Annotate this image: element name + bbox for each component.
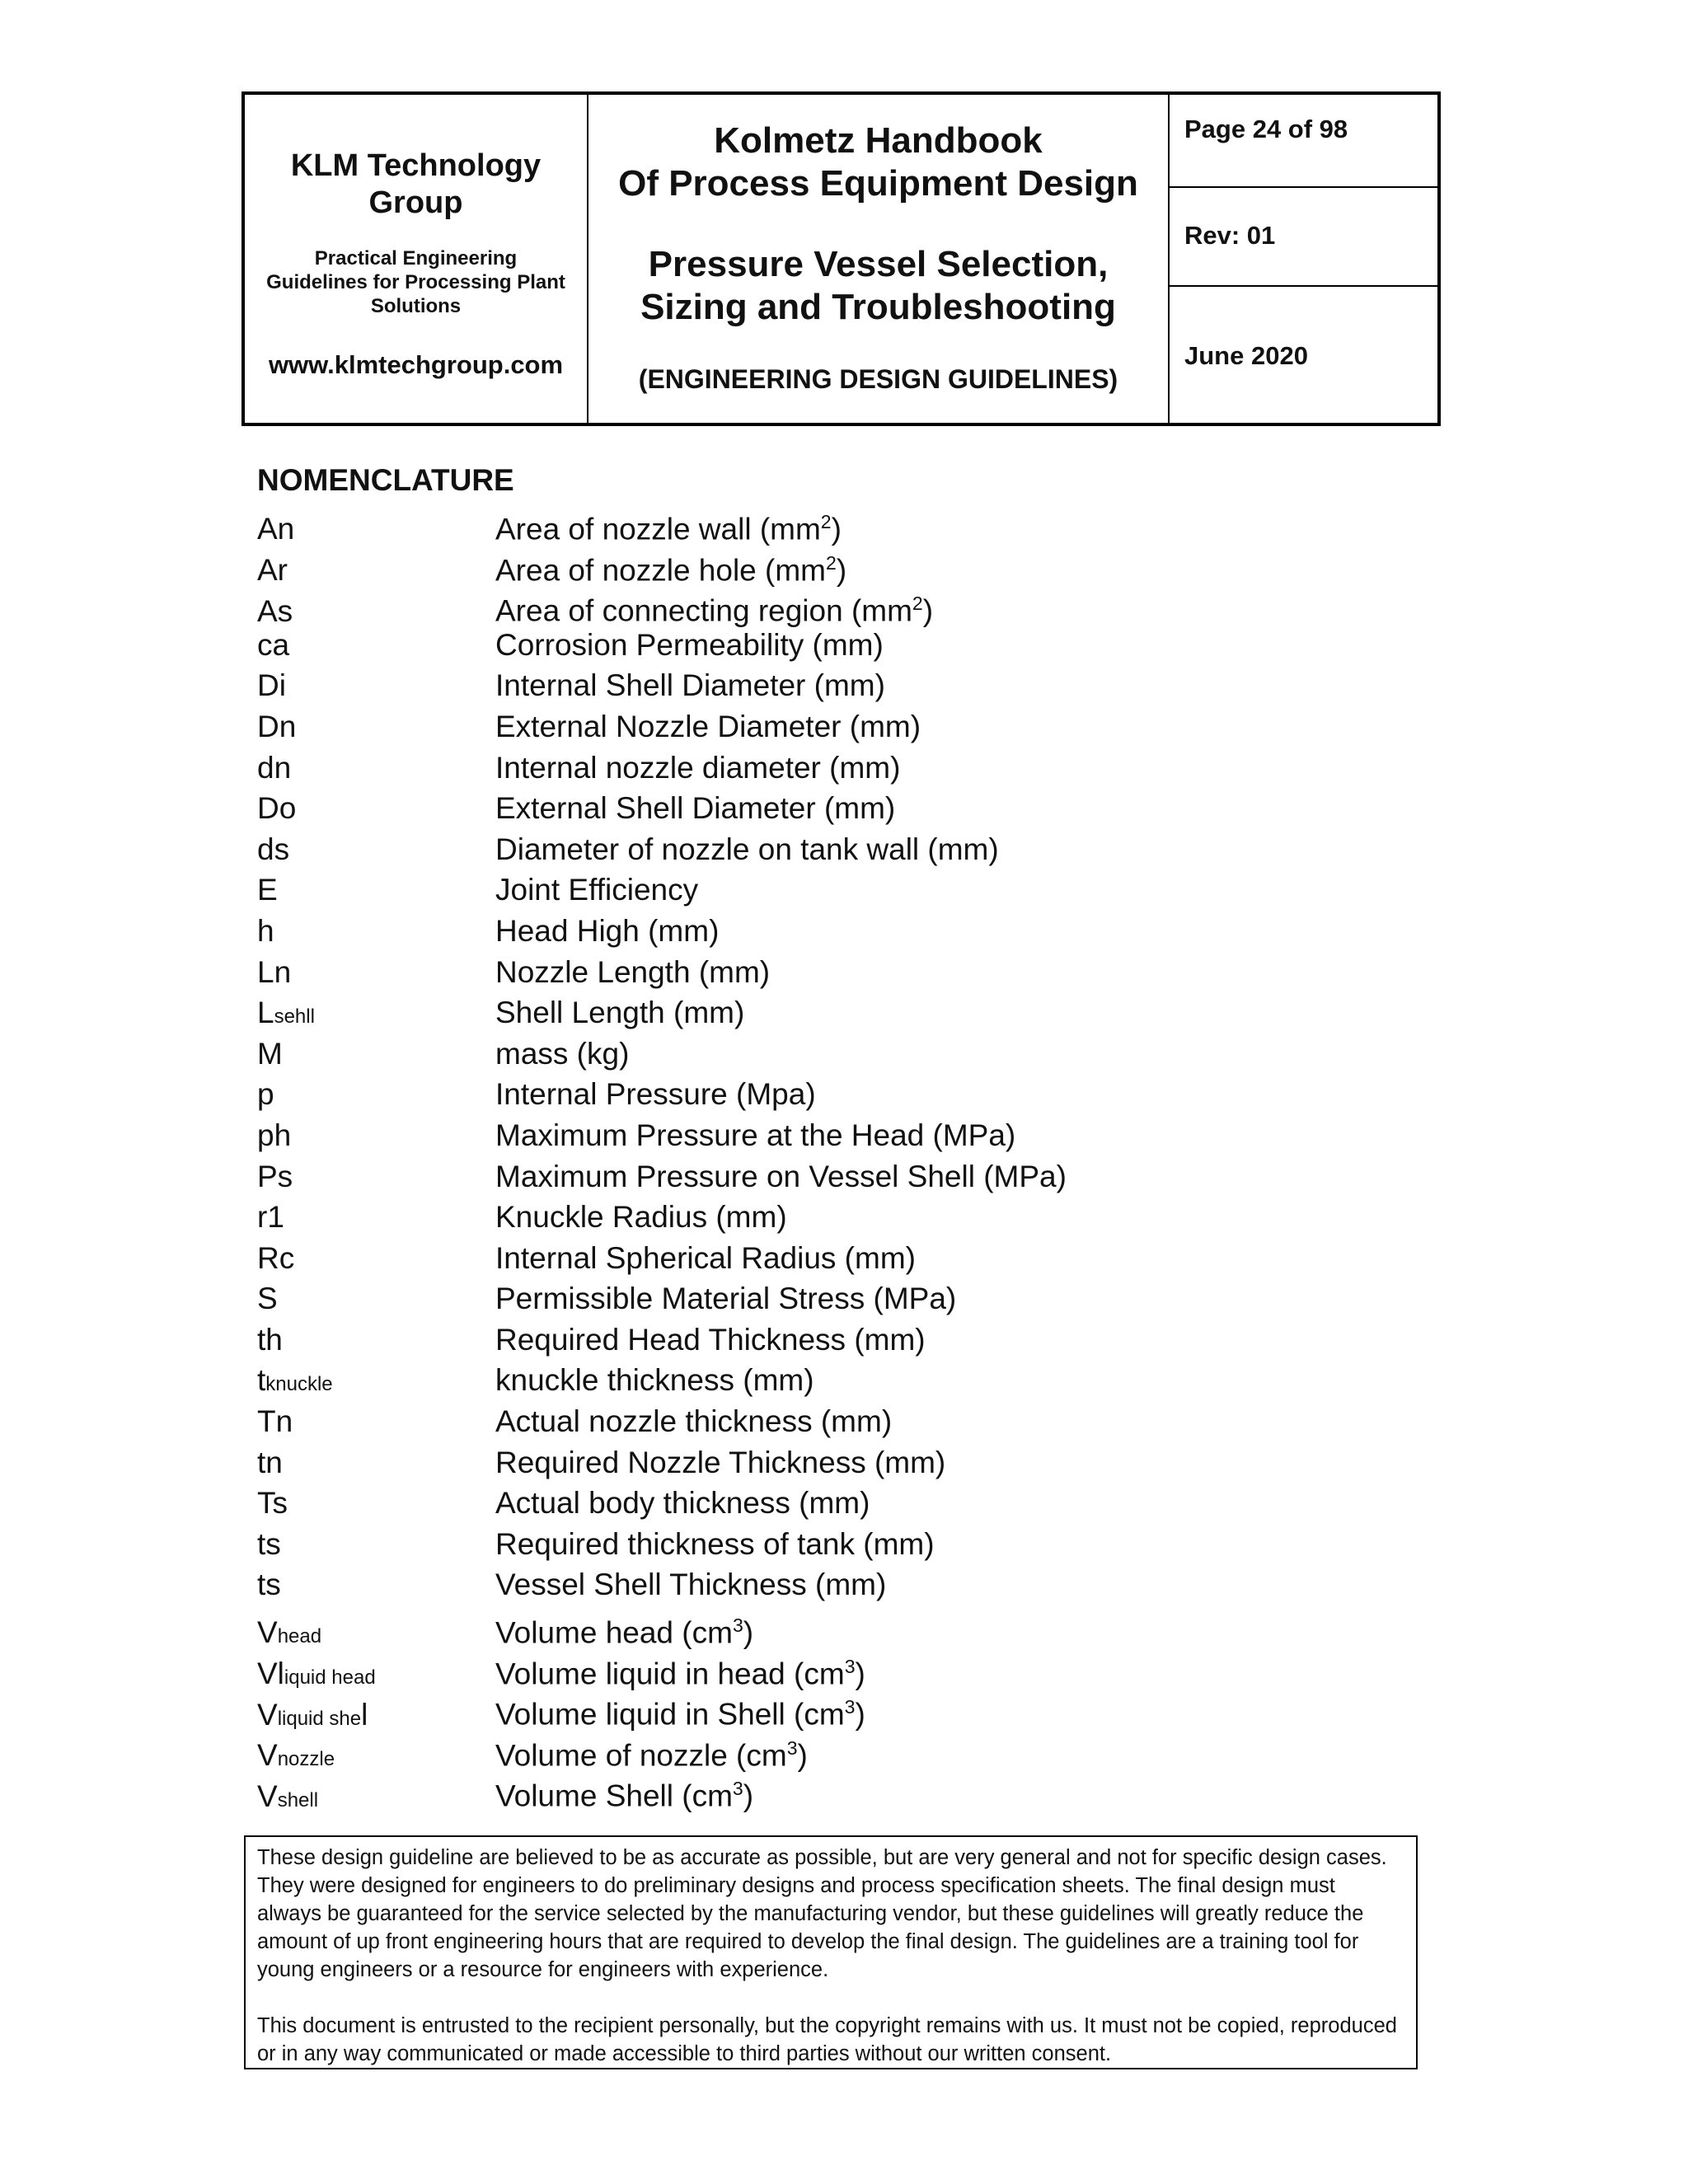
definition-text: Maximum Pressure on Vessel Shell (MPa) [495, 1159, 1067, 1193]
symbol-base: V [257, 1738, 278, 1773]
definition-suffix: ) [797, 1738, 808, 1773]
nomenclature-row [257, 1115, 1411, 1156]
disclaimer-paragraph-1: These design guideline are believed to be as accurate as possible, but are very general and not for specific design cases. They were designed for engineers to do preliminary designs and process specification sheets. The final design must always be guaranteed for the service selected by the manufacturing vendor, but these guidelines will greatly reduce the amount of up front engineering hours that are required to develop the final design. The guidelines are a training tool for young engineers or a resource for engineers with experience. [257, 1846, 1387, 1981]
nomenclature-symbol [257, 1319, 495, 1361]
issue-date: June 2020 [1184, 341, 1308, 370]
symbol-base: tn [257, 1445, 283, 1479]
definition-text: Volume liquid in head (cm [495, 1656, 845, 1690]
nomenclature-definition [495, 1074, 816, 1115]
symbol-base: S [257, 1282, 278, 1316]
definition-text: Volume of nozzle (cm [495, 1738, 787, 1773]
nomenclature-symbol [257, 748, 495, 789]
symbol-base: As [257, 593, 293, 628]
nomenclature-row [257, 911, 1411, 952]
nomenclature-definition [495, 1197, 787, 1238]
symbol-base: V [257, 1697, 278, 1732]
symbol-base: h [257, 913, 274, 948]
revision: Rev: 01 [1184, 221, 1276, 250]
nomenclature-definition [495, 1115, 1015, 1156]
nomenclature-definition [495, 829, 999, 870]
page-number: Page 24 of 98 [1184, 115, 1348, 143]
revision-cell [1170, 188, 1437, 287]
symbol-base: ts [257, 1568, 281, 1602]
nomenclature-row [257, 869, 1411, 911]
nomenclature-symbol [257, 1401, 495, 1442]
definition-text: mass (kg) [495, 1036, 630, 1071]
definition-text: Required Head Thickness (mm) [495, 1322, 926, 1357]
nomenclature-row [257, 1605, 1411, 1650]
meta-cell [1170, 95, 1437, 423]
definition-text: External Shell Diameter (mm) [495, 791, 896, 826]
symbol-base: th [257, 1322, 283, 1357]
definition-suffix: ) [855, 1656, 865, 1690]
symbol-base: V [257, 1615, 278, 1650]
nomenclature-row [257, 1033, 1411, 1075]
nomenclature-row [257, 1401, 1411, 1442]
unit-superscript: 2 [826, 551, 837, 574]
definition-text: Internal nozzle diameter (mm) [495, 750, 901, 785]
unit-superscript: 2 [820, 511, 832, 532]
nomenclature-symbol [257, 706, 495, 748]
nomenclature-symbol [257, 1238, 495, 1279]
nomenclature-symbol [257, 911, 495, 952]
nomenclature-row [257, 1442, 1411, 1483]
tagline-line2: Guidelines for Processing Plant [266, 271, 565, 293]
nomenclature-symbol [257, 1524, 495, 1565]
definition-suffix: ) [831, 512, 842, 546]
nomenclature-row [257, 952, 1411, 993]
nomenclature-symbol [257, 509, 495, 550]
nomenclature-symbol [257, 1278, 495, 1319]
nomenclature-definition [495, 1524, 935, 1565]
handbook-title [588, 120, 1168, 205]
symbol-subscript: iquid head [284, 1666, 376, 1689]
nomenclature-definition [495, 1442, 945, 1483]
nomenclature-row [257, 625, 1411, 666]
nomenclature-symbol [257, 550, 495, 591]
nomenclature-row [257, 1319, 1411, 1361]
nomenclature-definition [495, 952, 770, 993]
definition-text: Internal Pressure (Mpa) [495, 1077, 816, 1112]
nomenclature-symbol [257, 1776, 495, 1821]
nomenclature-row [257, 502, 1411, 546]
nomenclature-symbol [257, 1442, 495, 1483]
symbol-base: Dn [257, 709, 297, 743]
unit-superscript: 3 [786, 1736, 798, 1759]
symbol-subscript: liquid she [277, 1707, 362, 1730]
symbol-subscript: head [277, 1625, 322, 1648]
nomenclature-row [257, 543, 1411, 587]
symbol-base: t [257, 1363, 266, 1398]
definition-suffix: ) [743, 1615, 754, 1650]
nomenclature-row [257, 706, 1411, 748]
symbol-base: r1 [257, 1200, 284, 1235]
organization-name-line2: Group [368, 185, 463, 220]
definition-text: Permissible Material Stress (MPa) [495, 1282, 957, 1316]
nomenclature-definition [495, 1401, 892, 1442]
symbol-subscript: knuckle [265, 1373, 333, 1396]
definition-text: Diameter of nozzle on tank wall (mm) [495, 832, 999, 866]
nomenclature-symbol [257, 665, 495, 706]
nomenclature-row [257, 748, 1411, 789]
definition-suffix: ) [836, 552, 847, 587]
symbol-base: V [257, 1779, 278, 1813]
nomenclature-definition [495, 1360, 814, 1401]
symbol-base: Ar [257, 552, 288, 587]
symbol-base: ph [257, 1118, 292, 1152]
nomenclature-symbol [257, 1156, 495, 1197]
symbol-base: Vl [257, 1656, 284, 1690]
title-cell [588, 95, 1170, 423]
symbol-subscript: shell [277, 1788, 319, 1811]
nomenclature-definition [495, 1033, 629, 1075]
nomenclature-row [257, 1524, 1411, 1565]
definition-text: Volume liquid in Shell (cm [495, 1697, 845, 1732]
nomenclature-row [257, 1360, 1411, 1401]
nomenclature-row [257, 1769, 1411, 1813]
definition-text: Volume Shell (cm [495, 1779, 733, 1813]
nomenclature-symbol [257, 625, 495, 666]
definition-text: Knuckle Radius (mm) [495, 1200, 787, 1235]
nomenclature-definition [495, 1483, 870, 1524]
nomenclature-symbol [257, 1564, 495, 1605]
nomenclature-definition [495, 1769, 753, 1816]
symbol-base: Di [257, 668, 286, 703]
document-subject-line1: Pressure Vessel Selection, [648, 244, 1109, 284]
organization-tagline [245, 246, 587, 318]
nomenclature-definition [495, 1278, 956, 1319]
nomenclature-definition [495, 788, 895, 829]
symbol-base: p [257, 1077, 274, 1112]
nomenclature-definition [495, 748, 900, 789]
nomenclature-row [257, 1197, 1411, 1238]
definition-text: Area of connecting region (mm [495, 593, 912, 628]
symbol-base: An [257, 512, 295, 546]
symbol-base: ca [257, 627, 290, 662]
nomenclature-row [257, 583, 1411, 628]
nomenclature-definition [495, 665, 885, 706]
date-cell [1170, 287, 1437, 423]
nomenclature-symbol [257, 788, 495, 829]
document-header-table [241, 91, 1441, 426]
nomenclature-symbol [257, 869, 495, 911]
handbook-title-line1: Kolmetz Handbook [714, 120, 1043, 161]
nomenclature-row [257, 788, 1411, 829]
definition-text: knuckle thickness (mm) [495, 1363, 814, 1398]
nomenclature-definition [495, 1238, 916, 1279]
definition-text: Nozzle Length (mm) [495, 954, 771, 989]
nomenclature-row [257, 1156, 1411, 1197]
definition-text: Internal Shell Diameter (mm) [495, 668, 885, 703]
definition-text: Area of nozzle wall (mm [495, 512, 821, 546]
nomenclature-symbol [257, 1483, 495, 1524]
definition-suffix: ) [743, 1779, 754, 1813]
nomenclature-row [257, 1074, 1411, 1115]
nomenclature-symbol [257, 1033, 495, 1075]
definition-text: Volume head (cm [495, 1615, 733, 1650]
definition-text: Required Nozzle Thickness (mm) [495, 1445, 946, 1479]
nomenclature-definition [495, 1156, 1067, 1197]
nomenclature-heading: NOMENCLATURE [257, 463, 514, 497]
definition-text: Actual body thickness (mm) [495, 1486, 870, 1521]
definition-text: Actual nozzle thickness (mm) [495, 1404, 893, 1439]
guideline-type: (ENGINEERING DESIGN GUIDELINES) [638, 364, 1118, 394]
unit-superscript: 3 [732, 1615, 743, 1637]
nomenclature-definition [495, 1319, 926, 1361]
nomenclature-symbol [257, 829, 495, 870]
nomenclature-symbol [257, 952, 495, 993]
nomenclature-symbol [257, 1653, 495, 1699]
nomenclature-symbol [257, 1115, 495, 1156]
definition-suffix: ) [855, 1697, 865, 1732]
tagline-line1: Practical Engineering [314, 247, 518, 269]
unit-superscript: 3 [844, 1696, 856, 1718]
tagline-line3: Solutions [370, 295, 462, 317]
symbol-base: Tn [257, 1404, 293, 1439]
nomenclature-symbol [257, 992, 495, 1038]
definition-text: Joint Efficiency [495, 873, 699, 907]
definition-suffix: ) [922, 593, 934, 628]
organization-name [245, 148, 587, 222]
nomenclature-definition [495, 625, 884, 666]
unit-superscript: 3 [732, 1778, 743, 1800]
symbol-base: Do [257, 791, 297, 826]
nomenclature-row [257, 1483, 1411, 1524]
organization-name-line1: KLM Technology [290, 148, 542, 183]
nomenclature-list [257, 502, 1411, 1813]
handbook-title-line2: Of Process Equipment Design [618, 163, 1138, 204]
definition-text: Maximum Pressure at the Head (MPa) [495, 1118, 1016, 1152]
symbol-base: ts [257, 1526, 281, 1561]
nomenclature-row [257, 992, 1411, 1033]
nomenclature-row [257, 1647, 1411, 1688]
symbol-base: ds [257, 832, 290, 866]
symbol-subscript: sehll [274, 1005, 315, 1029]
definition-text: Shell Length (mm) [495, 996, 745, 1030]
nomenclature-row [257, 1278, 1411, 1319]
symbol-base: M [257, 1036, 283, 1071]
symbol-base: dn [257, 750, 292, 785]
nomenclature-row [257, 1238, 1411, 1279]
organization-website: www.klmtechgroup.com [268, 350, 564, 379]
symbol-base: E [257, 873, 278, 907]
nomenclature-symbol [257, 1612, 495, 1657]
nomenclature-symbol [257, 1197, 495, 1238]
nomenclature-definition [495, 992, 744, 1033]
definition-text: Area of nozzle hole (mm [495, 552, 827, 587]
disclaimer-box [244, 1835, 1418, 2069]
nomenclature-symbol [257, 1360, 495, 1405]
nomenclature-row [257, 1687, 1411, 1732]
organization-cell [245, 95, 588, 423]
nomenclature-definition [495, 911, 719, 952]
definition-text: Corrosion Permeability (mm) [495, 627, 884, 662]
unit-superscript: 3 [844, 1655, 856, 1677]
nomenclature-symbol [257, 1694, 495, 1740]
nomenclature-symbol [257, 1735, 495, 1780]
unit-superscript: 2 [912, 593, 923, 615]
document-subject-line2: Sizing and Troubleshooting [640, 287, 1116, 327]
page-number-cell [1170, 95, 1437, 188]
symbol-subscript: nozzle [277, 1748, 335, 1771]
disclaimer-paragraph-2: This document is entrusted to the recipient personally, but the copyright remains with us. It must not be copied, reproduced or in any way communicated or made accessible to third parties without our written consent. [257, 2014, 1397, 2065]
symbol-base: Rc [257, 1240, 295, 1275]
definition-text: Internal Spherical Radius (mm) [495, 1240, 916, 1275]
symbol-base: L [257, 996, 274, 1030]
document-subject [588, 243, 1168, 329]
symbol-base: Ln [257, 954, 292, 989]
definition-text: External Nozzle Diameter (mm) [495, 709, 921, 743]
symbol-base: Ps [257, 1159, 293, 1193]
nomenclature-row [257, 665, 1411, 706]
symbol-base: Ts [257, 1486, 288, 1521]
nomenclature-definition [495, 706, 921, 748]
nomenclature-symbol [257, 1074, 495, 1115]
definition-text: Vessel Shell Thickness (mm) [495, 1568, 887, 1602]
nomenclature-row [257, 829, 1411, 870]
nomenclature-definition [495, 1564, 886, 1605]
symbol-suffix: l [361, 1697, 368, 1732]
definition-text: Head High (mm) [495, 913, 720, 948]
nomenclature-definition [495, 869, 698, 911]
nomenclature-row [257, 1564, 1411, 1605]
definition-text: Required thickness of tank (mm) [495, 1526, 935, 1561]
